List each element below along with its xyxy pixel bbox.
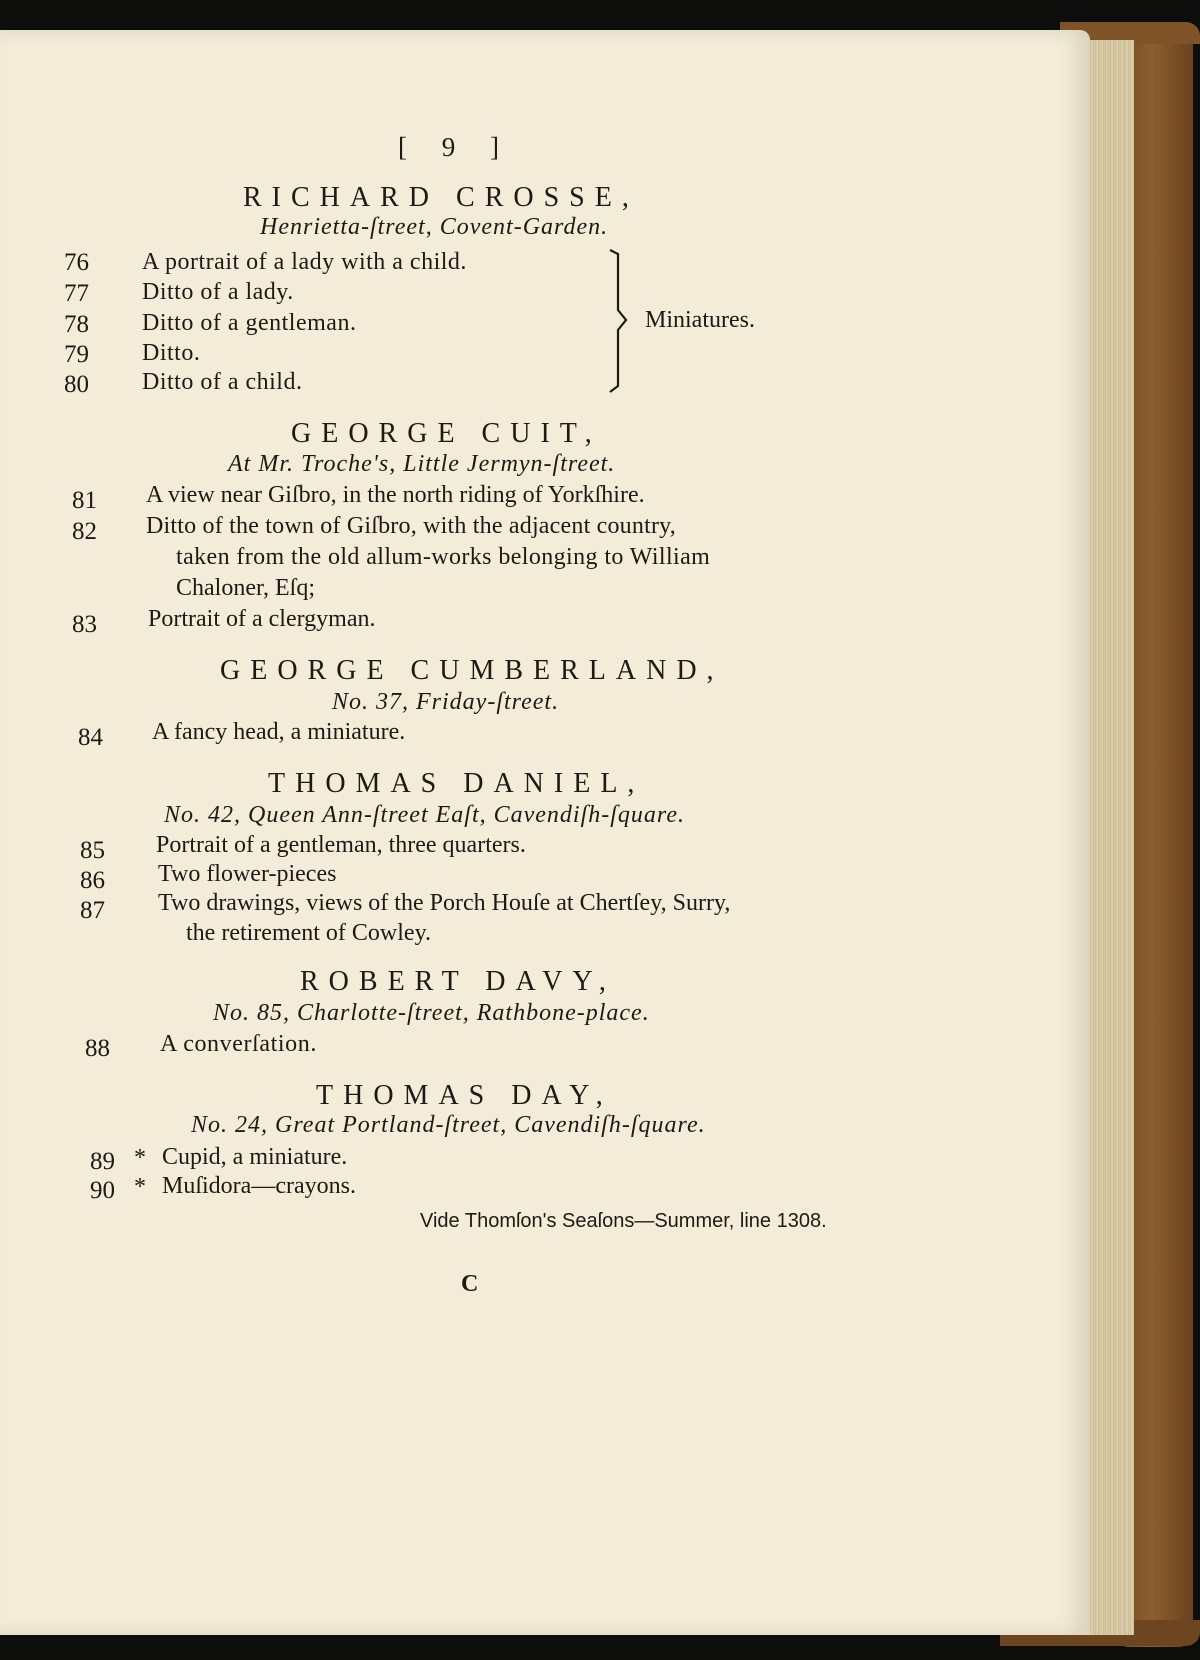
catalogue-entry: Portrait of a clergyman.	[148, 606, 376, 632]
catalogue-entry-line: the retirement of Cowley.	[186, 920, 432, 946]
catalogue-entry: Ditto of a child.	[142, 369, 303, 395]
catalogue-entry: Cupid, a miniature.	[162, 1144, 348, 1170]
catalogue-entry: Two flower-pieces	[158, 861, 337, 887]
catalogue-number: 86	[80, 867, 105, 894]
catalogue-entry: Ditto.	[142, 340, 201, 366]
artist-heading: GEORGE CUIT,	[291, 418, 602, 449]
catalogue-number: 78	[64, 311, 89, 338]
catalogue-number: 89	[90, 1148, 115, 1175]
artist-heading: ROBERT DAVY,	[300, 966, 616, 997]
catalogue-entry-line: Chaloner, Eſq;	[176, 575, 316, 601]
catalogue-number: 80	[64, 371, 89, 398]
page-folio: [ 9 ]	[398, 132, 513, 162]
asterisk-mark: *	[134, 1174, 146, 1200]
artist-heading: GEORGE CUMBERLAND,	[220, 655, 724, 686]
artist-address: No. 37, Friday-ſtreet.	[332, 689, 560, 715]
signature-mark: C	[461, 1271, 479, 1297]
catalogue-entry: A portrait of a lady with a child.	[142, 249, 467, 275]
brace-label: Miniatures.	[645, 307, 755, 333]
artist-address: No. 24, Great Portland-ſtreet, Cavendiſh-ſquare.	[191, 1112, 706, 1138]
catalogue-number: 76	[64, 249, 89, 276]
catalogue-entry: Portrait of a gentleman, three quarters.	[156, 832, 526, 858]
book-cover-spine	[1125, 22, 1193, 1647]
catalogue-entry-line: Ditto of the town of Giſbro, with the adjacent country,	[146, 513, 676, 539]
asterisk-mark: *	[134, 1145, 146, 1171]
catalogue-entry: A converſation.	[160, 1031, 317, 1057]
catalogue-number: 87	[80, 897, 105, 924]
catalogue-number: 84	[78, 724, 103, 751]
catalogue-number: 77	[64, 280, 89, 307]
catalogue-number: 81	[72, 487, 97, 514]
catalogue-entry: A view near Giſbro, in the north riding of Yorkſhire.	[146, 482, 645, 508]
artist-address: At Mr. Troche's, Little Jermyn-ſtreet.	[228, 451, 616, 477]
catalogue-entry-line: Two drawings, views of the Porch Houſe at Chertſey, Surry,	[158, 890, 731, 916]
artist-heading: RICHARD CROSSE,	[243, 182, 639, 213]
catalogue-number: 90	[90, 1177, 115, 1204]
artist-address: No. 85, Charlotte-ſtreet, Rathbone-place.	[213, 1000, 650, 1026]
footnote: Vide Thomſon's Seaſons—Summer, line 1308.	[420, 1210, 827, 1232]
catalogue-number: 85	[80, 837, 105, 864]
catalogue-number: 83	[72, 611, 97, 638]
catalogue-entry: Muſidora—crayons.	[162, 1173, 356, 1199]
catalogue-number: 82	[72, 518, 97, 545]
artist-address: No. 42, Queen Ann-ſtreet Eaſt, Cavendiſh-ſquare.	[164, 802, 686, 828]
catalogue-entry: Ditto of a lady.	[142, 279, 294, 305]
catalogue-entry: Ditto of a gentleman.	[142, 310, 357, 336]
artist-address: Henrietta-ſtreet, Covent-Garden.	[260, 214, 609, 240]
catalogue-number: 88	[85, 1035, 110, 1062]
artist-heading: THOMAS DAY,	[316, 1080, 613, 1111]
catalogue-number: 79	[64, 341, 89, 368]
catalogue-entry-line: taken from the old allum-works belonging to William	[176, 544, 711, 570]
catalogue-entry: A fancy head, a miniature.	[152, 719, 406, 745]
artist-heading: THOMAS DANIEL,	[268, 768, 645, 799]
curly-brace-icon	[600, 246, 640, 396]
